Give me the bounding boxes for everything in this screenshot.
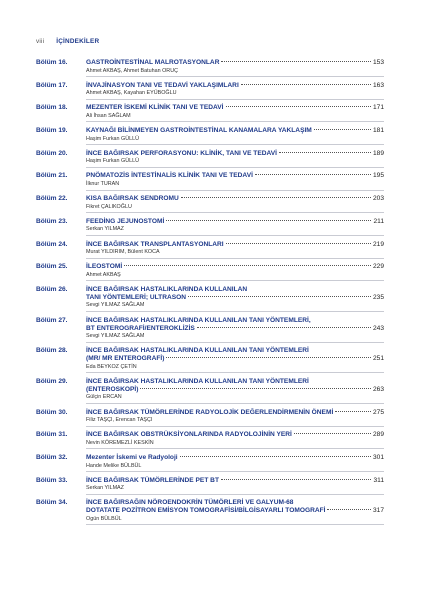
title-line	[86, 325, 384, 333]
title-line	[86, 507, 384, 515]
page-ref: 251	[372, 355, 384, 363]
title-line	[86, 59, 384, 67]
chapter-title-continued: (MR/ MR ENTEROGRAFİ)	[86, 355, 165, 363]
toc-entry[interactable]	[36, 477, 384, 495]
chapter-number: Bölüm 30.	[36, 408, 68, 416]
dot-leader	[241, 84, 371, 85]
page-title: İÇİNDEKİLER	[56, 38, 100, 45]
dot-leader	[140, 388, 371, 389]
chapter-number: Bölüm 24.	[36, 240, 68, 248]
page-ref: 235	[372, 293, 384, 301]
table-of-contents	[36, 59, 384, 530]
chapter-title: İNCE BAĞIRSAK TÜMÖRLERİNDE RADYOLOJİK DEĞERLENDİRMENİN ÖNEMİ	[86, 408, 334, 416]
dot-leader	[166, 220, 371, 221]
chapter-authors: Haşim Furkan GÜLLÜ	[86, 136, 384, 146]
toc-entry[interactable]	[36, 241, 384, 259]
chapter-authors: İlknur TURAN	[86, 181, 384, 191]
title-line	[86, 218, 384, 226]
chapter-authors: Serkan YILMAZ	[86, 226, 384, 236]
title-line	[86, 241, 384, 249]
dot-leader	[327, 509, 371, 510]
chapter-title: İNCE BAĞIRSAK PERFORASYONU: KLİNİK, TANI VE TEDAVİ	[86, 149, 277, 157]
chapter-title-continued: BT ENTEROGRAFİ/ENTEROKLİZİS	[86, 324, 195, 332]
page-ref: 317	[372, 507, 384, 515]
chapter-title: PNÖMATOZİS İNTESTİNALİS KLİNİK TANI VE TEDAVİ	[86, 172, 253, 180]
chapter-title: İNCE BAĞIRSAK HASTALIKLARINDA KULLANILAN TANI YÖNTEMLERİ,	[86, 316, 311, 324]
chapter-title-continued: TANI YÖNTEMLERİ; ULTRASON	[86, 293, 186, 301]
chapter-number: Bölüm 16.	[36, 59, 68, 66]
chapter-number: Bölüm 22.	[36, 195, 68, 203]
chapter-authors: Ahmet AKBAŞ	[86, 272, 384, 282]
chapter-authors: Sevgi YILMAZ SAĞLAM	[86, 302, 384, 312]
chapter-number: Bölüm 28.	[36, 347, 68, 355]
dot-leader	[226, 106, 371, 107]
chapter-number: Bölüm 34.	[36, 499, 68, 507]
page-ref: 263	[372, 385, 384, 393]
toc-entry[interactable]	[36, 59, 384, 77]
page-ref: 243	[372, 324, 384, 332]
title-line	[86, 150, 384, 158]
toc-entry[interactable]	[36, 286, 384, 312]
title-line	[86, 386, 384, 394]
chapter-number: Bölüm 26.	[36, 285, 68, 293]
dot-leader	[188, 296, 371, 297]
title-line	[86, 409, 384, 417]
chapter-title: İNCE BAĞIRSAK HASTALIKLARINDA KULLANILAN TANI YÖNTEMLERİ	[86, 377, 309, 385]
chapter-number: Bölüm 27.	[36, 316, 68, 324]
dot-leader	[197, 327, 371, 328]
dot-leader	[279, 152, 371, 153]
title-line	[86, 104, 384, 112]
page-ref: 311	[373, 476, 384, 484]
toc-entry[interactable]	[36, 499, 384, 525]
chapter-number: Bölüm 29.	[36, 377, 68, 385]
title-line	[86, 263, 384, 271]
page-ref: 229	[372, 263, 384, 271]
page-ref: 289	[372, 431, 384, 439]
title-line	[86, 355, 384, 363]
chapter-number: Bölüm 25.	[36, 263, 68, 271]
toc-entry[interactable]	[36, 195, 384, 213]
chapter-title: İNCE BAĞIRSAĞIN NÖROENDOKRİN TÜMÖRLERİ VE GALYUM-68	[86, 499, 294, 507]
dot-leader	[166, 357, 371, 358]
chapter-title: İNVAJİNASYON TANI VE TEDAVİ YAKLAŞIMLARI	[86, 81, 239, 89]
chapter-number: Bölüm 31.	[36, 431, 68, 439]
title-line	[86, 172, 384, 180]
toc-entry[interactable]	[36, 82, 384, 100]
dot-leader	[124, 265, 371, 266]
toc-entry[interactable]	[36, 172, 384, 190]
chapter-number: Bölüm 20.	[36, 149, 68, 157]
title-line	[86, 431, 384, 439]
toc-entry[interactable]	[36, 454, 384, 472]
toc-entry[interactable]	[36, 409, 384, 427]
page-header	[36, 38, 99, 45]
chapter-authors: Ali İhsan SAĞLAM	[86, 113, 384, 123]
chapter-number: Bölüm 21.	[36, 172, 68, 180]
dot-leader	[294, 433, 371, 434]
dot-leader	[314, 129, 371, 130]
chapter-authors: Fikret ÇALIKOĞLU	[86, 204, 384, 214]
page-ref: 203	[372, 195, 384, 203]
toc-entry[interactable]	[36, 218, 384, 236]
chapter-number: Bölüm 23.	[36, 217, 68, 225]
dot-leader	[335, 411, 371, 412]
chapter-number: Bölüm 33.	[36, 476, 68, 484]
dot-leader	[255, 174, 371, 175]
chapter-authors: Sevgi YILMAZ SAĞLAM	[86, 333, 384, 343]
page-ref: 153	[372, 59, 384, 66]
dot-leader	[221, 61, 371, 62]
chapter-number: Bölüm 19.	[36, 127, 68, 135]
toc-entry[interactable]	[36, 104, 384, 122]
chapter-title: KISA BAĞIRSAK SENDROMU	[86, 195, 179, 203]
chapter-authors: Nevin KÖREMEZLİ KESKİN	[86, 440, 384, 450]
chapter-title: İNCE BAĞIRSAK TÜMÖRLERİNDE PET BT	[86, 476, 219, 484]
chapter-title: Mezenter İskemi ve Radyoloji	[86, 454, 178, 461]
chapter-authors: Haşim Furkan GÜLLÜ	[86, 158, 384, 168]
chapter-title: GASTROİNTESTİNAL MALROTASYONLAR	[86, 59, 220, 66]
title-line	[86, 294, 384, 302]
chapter-authors: Ahmet AKBAŞ, Ahmet Batuhan ORUÇ	[86, 68, 384, 78]
chapter-title: KAYNAĞI BİLİNMEYEN GASTROİNTESTİNAL KANAMALARA YAKLAŞIM	[86, 127, 312, 135]
chapter-number: Bölüm 18.	[36, 104, 68, 112]
dot-leader	[180, 456, 371, 457]
chapter-title: İNCE BAĞIRSAK TRANSPLANTASYONLARI	[86, 240, 224, 248]
chapter-title-continued: (ENTEROSKOPİ)	[86, 385, 139, 393]
toc-entry[interactable]	[36, 431, 384, 449]
toc-entry[interactable]	[36, 150, 384, 168]
page-number: viii	[36, 38, 45, 45]
page-ref: 195	[372, 172, 384, 180]
toc-entry[interactable]	[36, 317, 384, 343]
title-line	[86, 82, 384, 90]
page-ref: 275	[372, 408, 384, 416]
chapter-authors: Eda BEYKOZ ÇETİN	[86, 364, 384, 374]
chapter-authors: Ogün BÜLBÜL	[86, 516, 384, 526]
dot-leader	[181, 197, 371, 198]
dot-leader	[226, 243, 371, 244]
chapter-authors: Filiz TAŞÇI, Erencan TAŞÇI	[86, 417, 384, 427]
chapter-number: Bölüm 17.	[36, 81, 68, 89]
page-ref: 211	[373, 217, 384, 225]
chapter-title: İLEOSTOMİ	[86, 263, 123, 271]
page-ref: 181	[372, 127, 384, 135]
chapter-title: İNCE BAĞIRSAK HASTALIKLARINDA KULLANILAN	[86, 285, 248, 293]
title-line	[86, 127, 384, 135]
chapter-authors: Murat YILDIRIM, Bülent KOCA	[86, 249, 384, 259]
toc-entry[interactable]	[36, 378, 384, 404]
page-ref: 189	[372, 149, 384, 157]
chapter-title: İNCE BAĞIRSAK HASTALIKLARINDA KULLANILAN TANI YÖNTEMLERİ	[86, 347, 309, 355]
toc-entry[interactable]	[36, 263, 384, 281]
chapter-number: Bölüm 32.	[36, 454, 68, 461]
chapter-authors: Gülçin ERCAN	[86, 394, 384, 404]
page-ref: 163	[372, 81, 384, 89]
title-line	[86, 477, 384, 485]
page-ref: 171	[372, 104, 384, 112]
title-line	[86, 195, 384, 203]
title-line	[86, 454, 384, 462]
chapter-title: İNCE BAĞIRSAK OBSTRÜKSİYONLARINDA RADYOLOJİNİN YERİ	[86, 431, 292, 439]
toc-entry[interactable]	[36, 127, 384, 145]
dot-leader	[221, 479, 372, 480]
chapter-authors: Ahmet AKBAŞ, Kayahan EYÜBOĞLU	[86, 90, 384, 100]
toc-entry[interactable]	[36, 347, 384, 373]
chapter-authors: Serkan YILMAZ	[86, 485, 384, 495]
chapter-title: FEEDİNG JEJUNOSTOMİ	[86, 217, 165, 225]
page-ref: 219	[372, 240, 384, 248]
chapter-title: MEZENTER İSKEMİ KLİNİK TANI VE TEDAVİ	[86, 104, 224, 112]
chapter-authors: Hande Melike BÜLBÜL	[86, 463, 384, 473]
chapter-title-continued: DOTATATE POZİTRON EMİSYON TOMOGRAFİSİ/BİLGİSAYARLI TOMOGRAFİ	[86, 507, 326, 515]
page-ref: 301	[372, 454, 384, 461]
